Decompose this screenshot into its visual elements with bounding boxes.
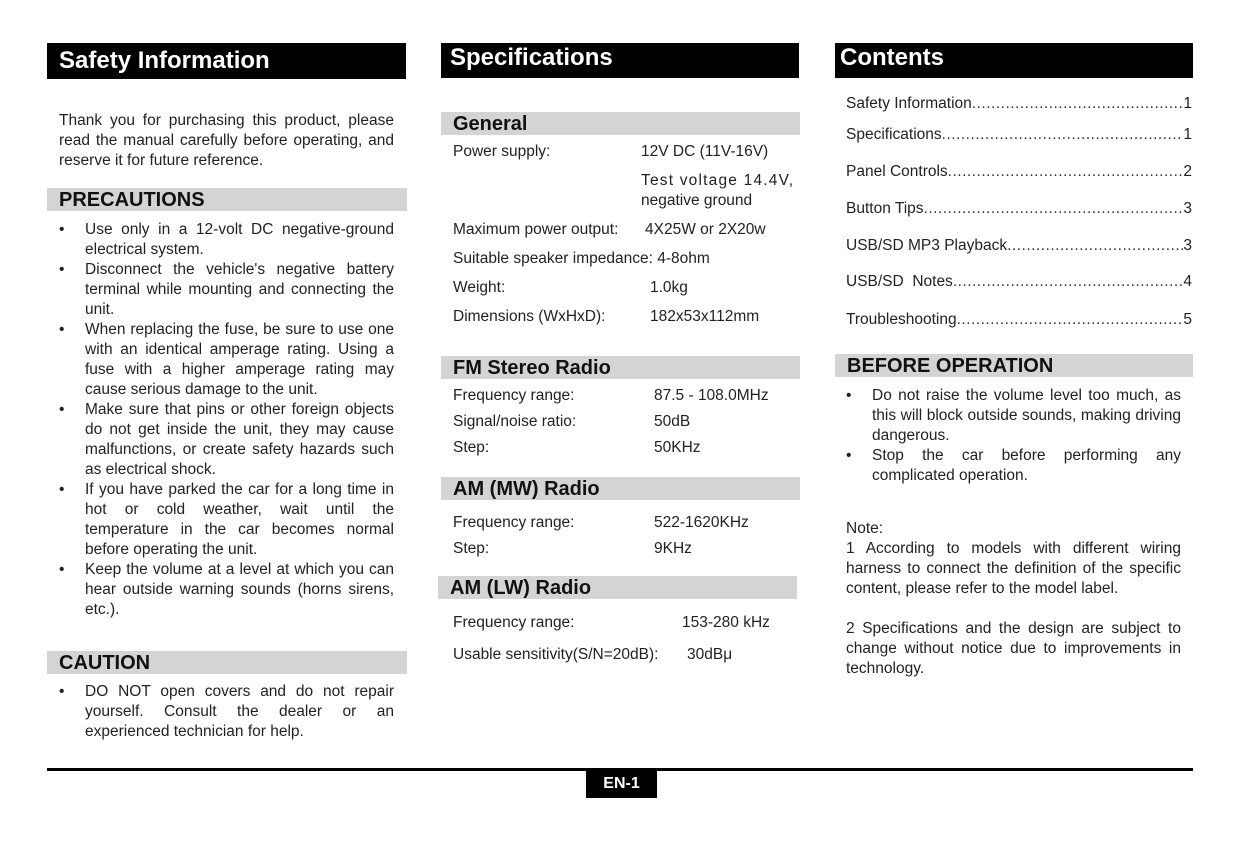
toc-label: Safety Information — [846, 95, 972, 112]
toc-item[interactable] — [846, 162, 1192, 182]
toc-page: 4 — [1183, 273, 1192, 290]
toc-leader — [957, 310, 1184, 330]
am-mw-radio-heading: AM (MW) Radio — [441, 477, 800, 500]
max-power-label: Maximum power output: — [453, 221, 619, 238]
dimensions-label: Dimensions (WxHxD): — [453, 308, 606, 325]
fm-step-value: 50KHz — [654, 439, 701, 456]
page-number: EN-1 — [586, 770, 657, 798]
toc-page: 1 — [1183, 126, 1192, 143]
toc-label: Panel Controls — [846, 163, 948, 180]
weight-value: 1.0kg — [650, 279, 688, 296]
toc-item[interactable] — [846, 199, 1192, 219]
list-item: • Make sure that pins or other foreign objects do not get inside the unit, they may cause malfunctions, or create safety hazards such as electrical shock. — [59, 400, 394, 480]
toc-page: 3 — [1183, 200, 1192, 217]
intro-paragraph: Thank you for purchasing this product, please read the manual carefully before operating, and reserve it for future reference. — [59, 112, 394, 169]
specifications-title: Specifications — [441, 43, 799, 78]
contents-title: Contents — [835, 43, 1193, 78]
fm-frequency-value: 87.5 - 108.0MHz — [654, 387, 769, 404]
toc-leader — [948, 162, 1184, 182]
am-mw-frequency-value: 522-1620KHz — [654, 514, 749, 531]
test-voltage-line: Test voltage 14.4V, — [641, 172, 795, 189]
toc-leader — [1007, 236, 1183, 256]
am-mw-step-value: 9KHz — [654, 540, 692, 557]
fm-step-label: Step: — [453, 439, 490, 456]
fm-snr-label: Signal/noise ratio: — [453, 413, 577, 430]
am-mw-frequency-label: Frequency range: — [453, 514, 575, 531]
precautions-list — [59, 220, 394, 620]
toc-label: Button Tips — [846, 200, 924, 217]
list-item: • Stop the car before performing any complicated operation. — [846, 446, 1181, 486]
list-item: • Keep the volume at a level at which you can hear outside warning sounds (horns sirens, etc.). — [59, 560, 394, 620]
toc-leader — [972, 94, 1184, 114]
am-lw-sensitivity-label: Usable sensitivity(S/N=20dB): — [453, 646, 659, 663]
precautions-heading: PRECAUTIONS — [47, 188, 407, 211]
am-lw-radio-heading: AM (LW) Radio — [438, 576, 797, 599]
weight-label: Weight: — [453, 279, 506, 296]
caution-heading: CAUTION — [47, 651, 407, 674]
toc-page: 1 — [1183, 95, 1192, 112]
toc-item[interactable] — [846, 94, 1192, 114]
general-heading: General — [441, 112, 800, 135]
toc-label: Troubleshooting — [846, 311, 957, 328]
negative-ground-line: negative ground — [641, 192, 753, 209]
caution-list — [59, 682, 394, 742]
am-lw-frequency-value: 153-280 kHz — [682, 614, 770, 631]
list-item: • Use only in a 12-volt DC negative-ground electrical system. — [59, 220, 394, 260]
am-lw-frequency-label: Frequency range: — [453, 614, 575, 631]
list-item: • DO NOT open covers and do not repair yourself. Consult the dealer or an experienced technician for help. — [59, 682, 394, 742]
fm-snr-value: 50dB — [654, 413, 691, 430]
toc-item[interactable] — [846, 272, 1192, 292]
safety-information-title: Safety Information — [47, 43, 406, 79]
speaker-impedance: Suitable speaker impedance: 4-8ohm — [453, 250, 710, 267]
list-item: • Do not raise the volume level too much, as this will block outside sounds, making driving dangerous. — [846, 386, 1181, 446]
before-operation-list — [846, 386, 1181, 486]
list-item: • If you have parked the car for a long time in hot or cold weather, wait until the temperature in the car becomes normal before operating the unit. — [59, 480, 394, 560]
toc-leader — [924, 199, 1184, 219]
toc-label: Specifications — [846, 126, 942, 143]
am-lw-sensitivity-value: 30dBμ — [687, 646, 733, 663]
dimensions-value: 182x53x112mm — [650, 308, 760, 325]
fm-frequency-label: Frequency range: — [453, 387, 575, 404]
list-item: • When replacing the fuse, be sure to use one with an identical amperage rating. Using a fuse with a higher amperage rating may cause serious damage to the unit. — [59, 320, 394, 400]
toc-page: 3 — [1183, 237, 1192, 254]
power-supply-value: 12V DC (11V-16V) — [641, 143, 769, 160]
toc-item[interactable] — [846, 236, 1192, 256]
note-title: Note: — [846, 520, 884, 537]
toc-leader — [953, 272, 1184, 292]
toc-item[interactable] — [846, 125, 1192, 145]
toc-page: 2 — [1183, 163, 1192, 180]
toc-label: USB/SD MP3 Playback — [846, 237, 1008, 254]
toc-leader — [942, 125, 1184, 145]
fm-stereo-radio-heading: FM Stereo Radio — [441, 356, 800, 379]
toc-item[interactable] — [846, 310, 1192, 330]
max-power-value: 4X25W or 2X20w — [645, 221, 766, 238]
note-item-2: 2 Specifications and the design are subject to change without notice due to improvements in technology. — [846, 620, 1181, 677]
am-mw-step-label: Step: — [453, 540, 490, 557]
note-item-1: 1 According to models with different wiring harness to connect the definition of the specific content, please refer to the model label. — [846, 540, 1181, 597]
toc-label: USB/SD Notes — [846, 273, 953, 290]
list-item: • Disconnect the vehicle's negative battery terminal while mounting and connecting the unit. — [59, 260, 394, 320]
power-supply-label: Power supply: — [453, 143, 551, 160]
toc-page: 5 — [1183, 311, 1192, 328]
before-operation-heading: BEFORE OPERATION — [835, 354, 1193, 377]
